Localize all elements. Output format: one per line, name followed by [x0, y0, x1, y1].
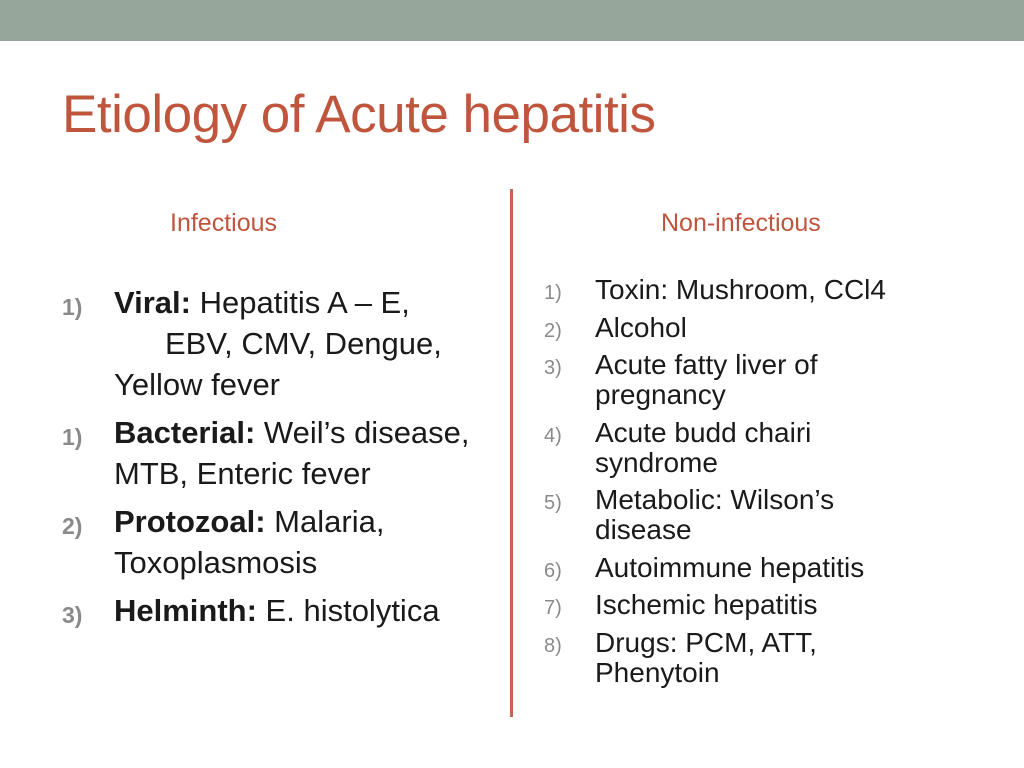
item-number: 2): [544, 319, 562, 342]
item-number: 8): [544, 634, 562, 657]
item-number: 1): [62, 294, 83, 320]
infectious-list: [62, 282, 492, 638]
list-item-bacterial: [62, 412, 492, 494]
list-item: [544, 553, 984, 583]
item-text: Ischemic hepatitis: [595, 589, 818, 620]
item-label: Viral:: [114, 285, 191, 320]
item-text: Toxin: Mushroom, CCl4: [595, 274, 886, 305]
item-number: 3): [544, 357, 562, 379]
column-divider: [510, 189, 513, 717]
infectious-heading: Infectious: [170, 209, 278, 237]
item-continuation: Yellow fever: [114, 367, 281, 402]
item-number: 3): [62, 602, 83, 628]
non-infectious-list: [544, 275, 984, 695]
item-number: 1): [544, 282, 562, 304]
list-item-viral: [62, 282, 492, 405]
item-continuation: EBV, CMV, Dengue,: [165, 326, 442, 361]
item-text: Metabolic: Wilson’s disease: [595, 484, 835, 545]
list-item: [544, 313, 984, 343]
list-item: [544, 350, 984, 410]
list-item-protozoal: [62, 501, 492, 583]
item-text: Acute budd chairi syndrome: [595, 416, 812, 478]
list-item: [544, 275, 984, 305]
item-number: 2): [62, 513, 83, 539]
list-item-helminth: [62, 590, 492, 631]
non-infectious-heading: Non-infectious: [661, 209, 821, 237]
slide-title: Etiology of Acute hepatitis: [62, 85, 656, 144]
list-item: [544, 418, 984, 478]
item-number: 6): [544, 559, 562, 582]
item-text: Weil’s disease, MTB, Enteric fever: [114, 415, 470, 491]
item-label: Bacterial:: [114, 415, 256, 450]
item-number: 7): [544, 597, 562, 619]
item-label: Protozoal:: [114, 504, 266, 539]
item-number: 5): [544, 492, 562, 514]
top-bar: [0, 0, 1024, 41]
item-text: Malaria, Toxoplasmosis: [114, 504, 385, 580]
item-text: Hepatitis A – E,: [190, 285, 410, 320]
list-item: [544, 590, 984, 620]
item-number: 1): [62, 424, 83, 450]
item-text: Drugs: PCM, ATT, Phenytoin: [595, 626, 817, 688]
item-number: 4): [544, 424, 562, 447]
item-text: Acute fatty liver of pregnancy: [595, 349, 818, 410]
list-item: [544, 628, 984, 688]
item-text: Alcohol: [595, 311, 687, 343]
item-label: Helminth:: [114, 593, 257, 628]
item-text: E. histolytica: [256, 593, 440, 628]
item-text: Autoimmune hepatitis: [595, 551, 865, 583]
list-item: [544, 485, 984, 545]
